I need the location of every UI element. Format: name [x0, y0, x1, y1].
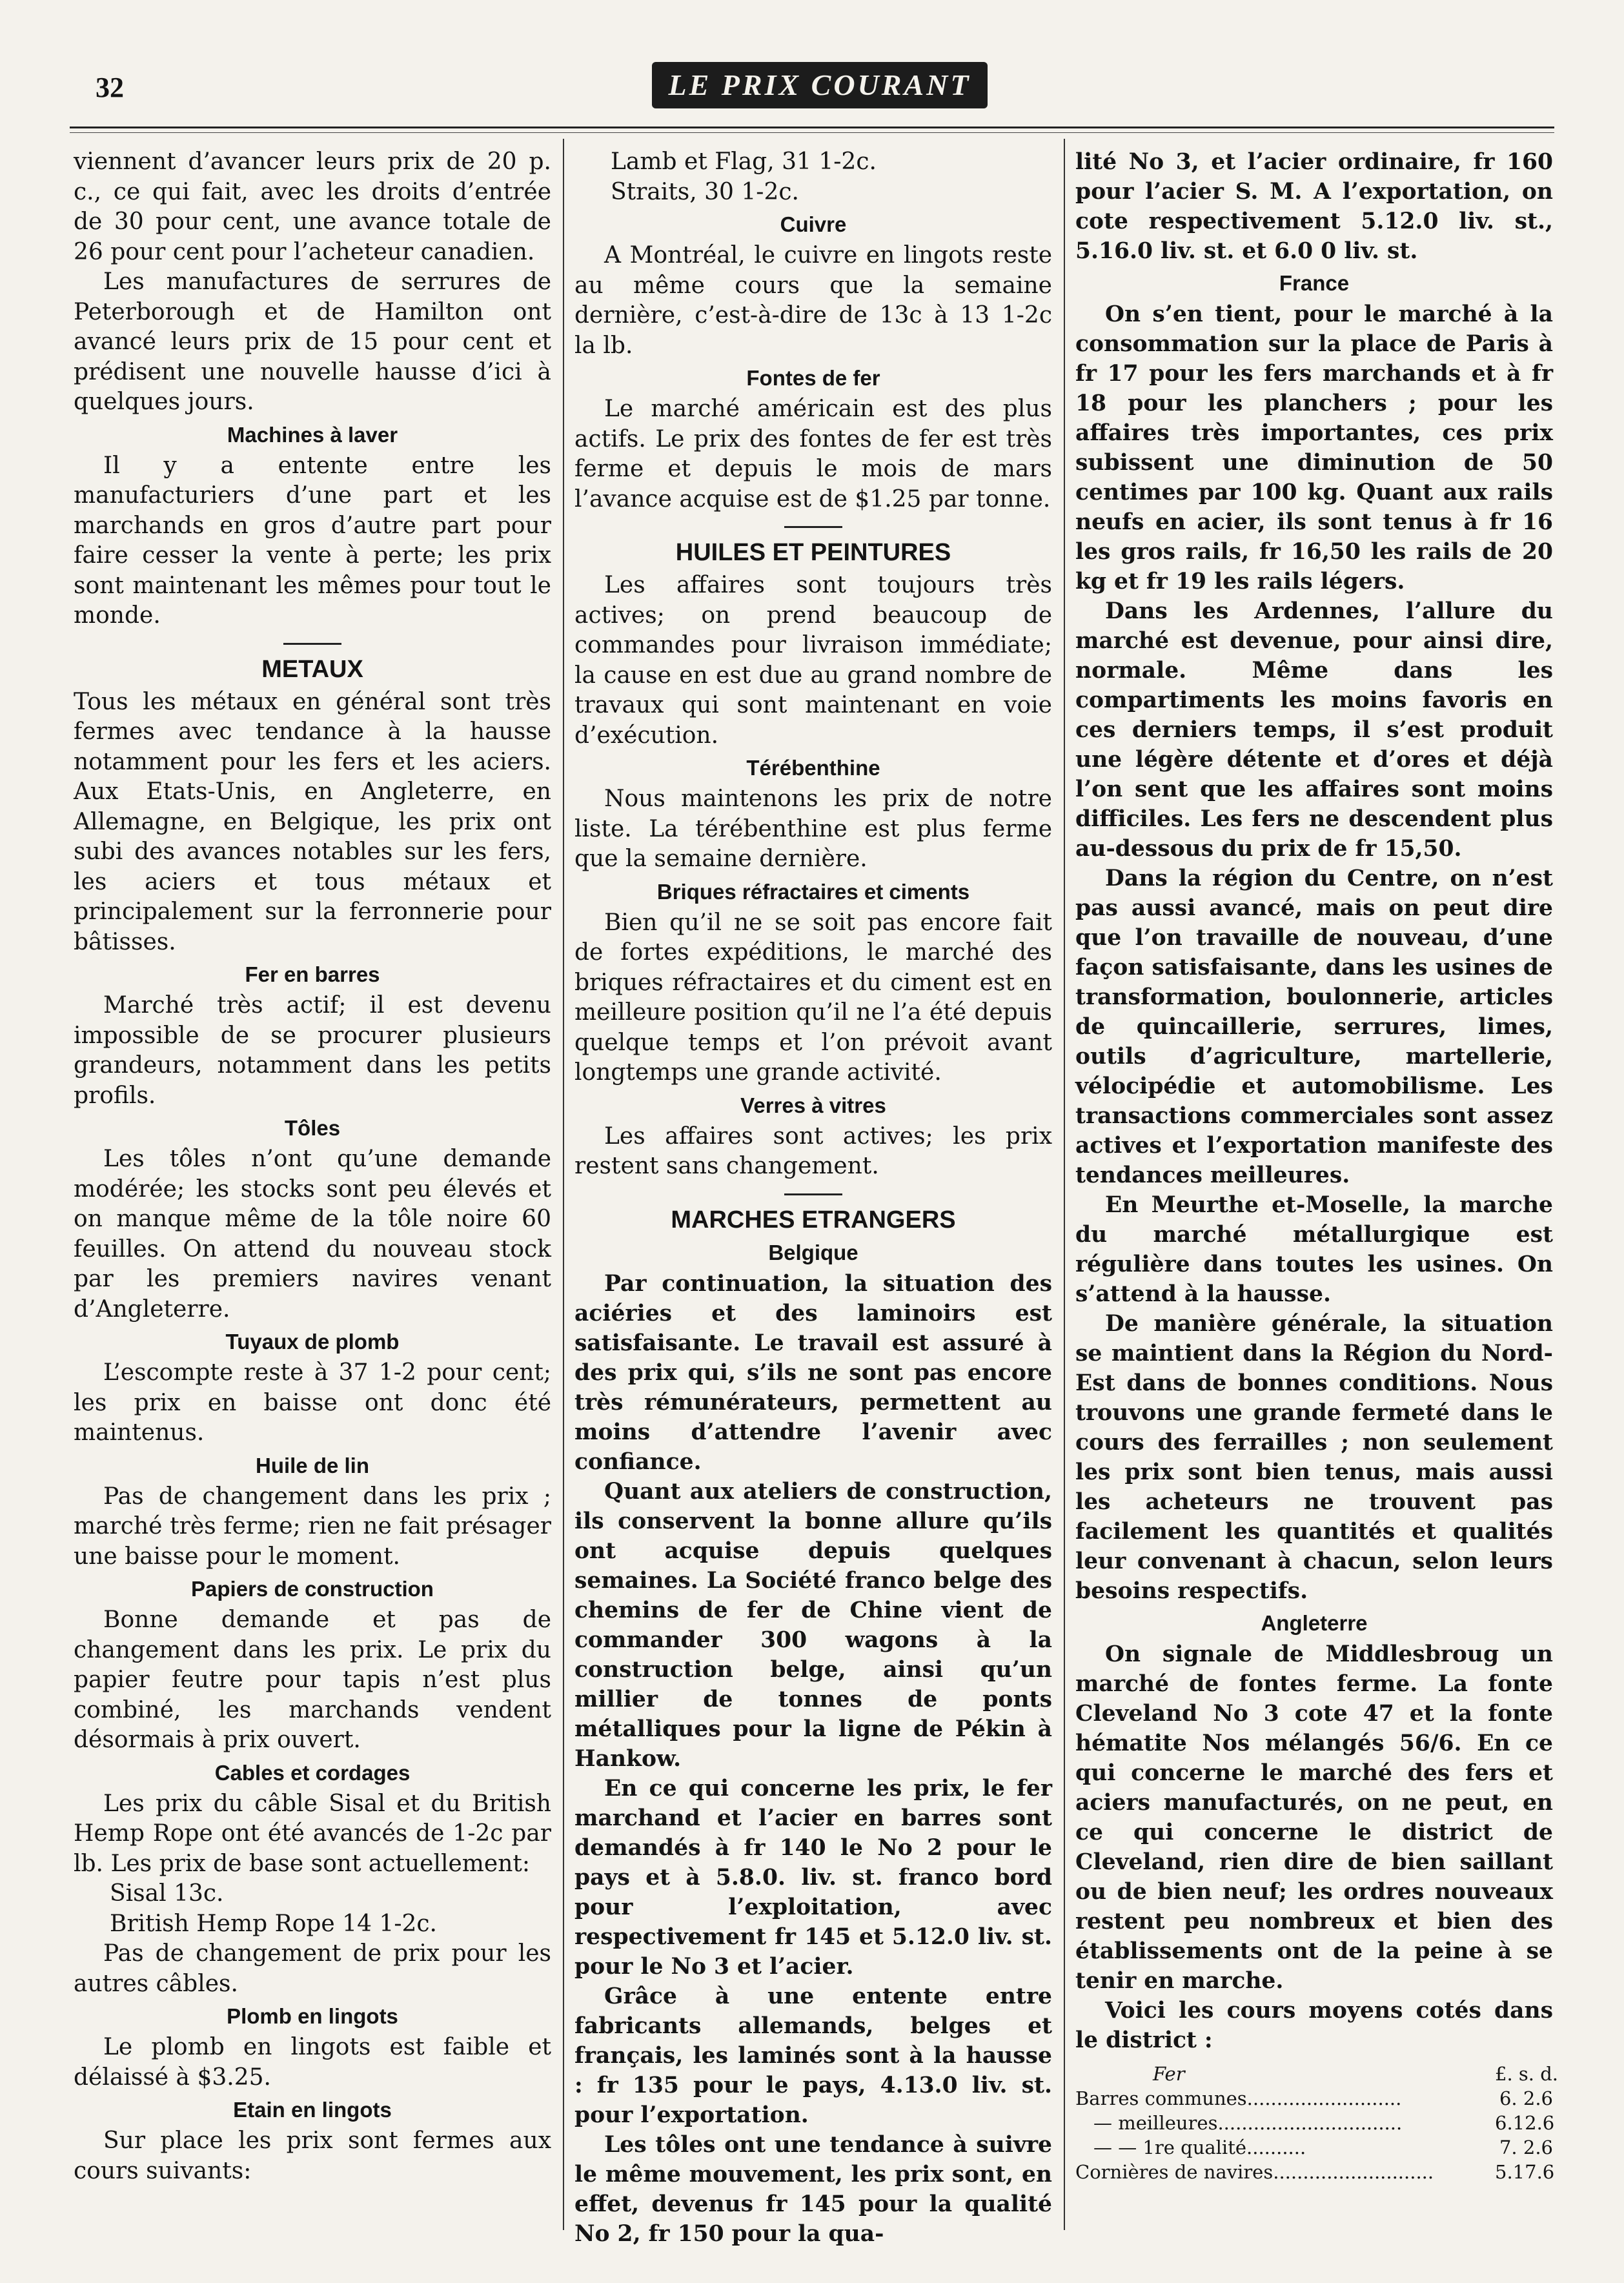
price-label: — — 1re qualité.......... [1093, 2136, 1306, 2158]
paragraph: Les affaires sont toujours très actives; on prend beaucoup de commandes pour livraison immédiate; la cause en est due au grand nombre de travaux qui sont maintenant en voie d’exécution. [574, 572, 1052, 749]
paragraph: Bonne demande et pas de changement dans les prix. Le prix du papier feutre pour tapis n’est plus combiné, les marchands vendent désormais à prix ouvert. [74, 1607, 551, 1753]
price-table-row [1075, 2160, 1553, 2184]
paragraph: Le marché américain est des plus actifs. Le prix des fontes de fer est très ferme et depuis le mois de mars l’avance acquise est de $1.25 par tonne. [574, 396, 1052, 512]
section-heading: Papiers de construction [191, 1577, 434, 1601]
paragraph: viennent d’avancer leurs prix de 20 p. c., ce qui fait, avec les droits d’entrée de 30 pour cent, une avance totale de 26 pour cent pour l’acheteur canadien. [74, 148, 551, 265]
paragraph: En ce qui concerne les prix, le fer marchand et l’acier en barres sont demandés à fr 140 le No 2 pour le pays et à 5.8.0. liv. st. franco bord pour l’exploitation, avec respectivement fr 145 et 5.12.0 liv. st. pour le No 3 et l’acier. [574, 1775, 1052, 1980]
divider [784, 526, 842, 528]
paragraph: De manière générale, la situation se maintient dans la Région du Nord-Est dans de bonnes conditions. Nous trouvons une grande fermeté dans le cours des ferrailles ; non seulement les prix sont bien tenus, mais aussi les acheteurs ne trouvent pas facilement les quantités et qualités leur convenant à chacun, selon leurs besoins respectifs. [1075, 1311, 1553, 1604]
paragraph: On s’en tient, pour le marché à la consommation sur la place de Paris à fr 17 pour les fers marchands et à fr 18 pour les planchers ; pour les affaires très importantes, ces prix subissent une diminution de 50 centimes par 100 kg. Quant aux rails neufs en acier, ils sont tenus à fr 16 les gros rails, fr 16,50 les rails de 20 kg et fr 19 les rails légers. [1075, 301, 1553, 594]
paragraph: Dans la région du Centre, on n’est pas aussi avancé, mais on peut dire que l’on travaille de nouveau, d’une façon satisfaisante, dans les usines de transformation, boulonnerie, articles de quincaillerie, serrures, limes, outils d’agriculture, martellerie, vélocipédie et automobilisme. Les transactions commerciales sont assez actives et l’exportation manifeste des tendances meilleures. [1075, 866, 1553, 1188]
price-label: Barres communes.......................... [1075, 2087, 1402, 2109]
divider [283, 643, 341, 645]
section-heading: Belgique [768, 1240, 858, 1264]
paragraph: Il y a entente entre les manufacturiers d’une part et les marchands en gros d’autre part pour faire cesser la vente à perte; les prix sont maintenant les mêmes pour tout le monde. [74, 452, 551, 629]
section-title: MARCHES ETRANGERS [671, 1206, 956, 1233]
price-item: British Hemp Rope 14 1-2c. [110, 1910, 437, 1937]
paragraph: Les tôles ont une tendance à suivre le même mouvement, les prix sont, en effet, devenus fr 145 pour la qualité No 2, fr 150 pour la qua- [574, 2131, 1052, 2247]
price-value: 6. 2.6 [1499, 2087, 1553, 2109]
paragraph: En Meurthe et-Moselle, la marche du marché métallurgique est régulière dans toutes les usines. On s’attend à la hausse. [1075, 1192, 1553, 1307]
section-heading: Machines à laver [227, 422, 398, 447]
column-separator-2 [1064, 139, 1065, 2230]
paragraph: Bien qu’il ne se soit pas encore fait de fortes expéditions, le marché des briques réfractaires et du ciment est en meilleure position qu’il ne l’a été depuis quelque temps et l’on prévoit avant longtemps une grande activité. [574, 909, 1052, 1086]
paragraph: Sur place les prix sont fermes aux cours suivants: [74, 2127, 551, 2184]
paragraph: Grâce à une entente entre fabricants allemands, belges et français, les laminés sont à la hausse : fr 135 pour le pays, 4.13.0 liv. st. pour l’exportation. [574, 1983, 1052, 2128]
section-heading: Tôles [284, 1116, 341, 1140]
paragraph: Voici les cours moyens cotés dans le district : [1075, 1998, 1553, 2053]
masthead-logo: LE PRIX COURANT [652, 62, 988, 108]
paragraph: Les manufactures de serrures de Peterborough et de Hamilton ont avancé leurs prix de 15 pour cent et prédisent une nouvelle hausse d’ici à quelques jours. [74, 269, 551, 415]
paragraph: Les tôles n’ont qu’une demande modérée; les stocks sont peu élevés et on manque même de la tôle noire 60 feuilles. On attend du nouveau stock par les premiers navires venant d’Angleterre. [74, 1146, 551, 1323]
price-table-row [1075, 2086, 1553, 2111]
paragraph: Le plomb en lingots est faible et délaissé à $3.25. [74, 2034, 551, 2091]
price-item: Lamb et Flag, 31 1-2c. [611, 148, 877, 175]
section-heading: Plomb en lingots [227, 2004, 398, 2028]
divider [784, 1193, 842, 1195]
paragraph: Quant aux ateliers de construction, ils conservent la bonne allure qu’ils ont acquise depuis quelques semaines. La Société franco belge des chemins de fer de Chine vient de commander 300 wagons à la construction belge, ainsi qu’un millier de tonnes de ponts métalliques pour la ligne de Pékin à Hankow. [574, 1478, 1052, 1772]
price-label: — meilleures............................... [1093, 2112, 1403, 2134]
section-title: METAUX [261, 655, 363, 683]
column-separator-1 [563, 139, 564, 2230]
page-number: 32 [96, 72, 124, 103]
section-heading: Angleterre [1261, 1611, 1368, 1635]
price-table-header [1075, 2062, 1558, 2086]
column-3 [1075, 147, 1558, 2184]
paragraph: lité No 3, et l’acier ordinaire, fr 160 pour l’acier S. M. A l’exportation, on cote respectivement 5.12.0 liv. st., 5.16.0 liv. st. et 6.0 0 liv. st. [1075, 149, 1553, 264]
paragraph: Pas de changement de prix pour les autres câbles. [74, 1940, 551, 1997]
paragraph: Nous maintenons les prix de notre liste. La térébenthine est plus ferme que la semaine dernière. [574, 786, 1052, 872]
price-value: 6.12.6 [1495, 2112, 1555, 2134]
price-table-category: Fer [1153, 2063, 1185, 2085]
paragraph: Les affaires sont actives; les prix restent sans changement. [574, 1122, 1052, 1179]
section-heading: Cables et cordages [214, 1760, 411, 1785]
price-item: Straits, 30 1-2c. [611, 178, 799, 205]
price-table-row [1075, 2135, 1553, 2160]
section-heading: Fer en barres [245, 962, 380, 986]
paragraph: Les prix du câble Sisal et du British Hemp Rope ont été avancés de 1-2c par lb. Les prix de base sont actuellement: [74, 1790, 551, 1877]
paragraph: Dans les Ardennes, l’allure du marché est devenue, pour ainsi dire, normale. Même dans les compartiments les moins favoris en ces derniers temps, il s’est produit une légère détente et d’ores et déjà l’on sent que les affaires sont moins difficiles. Les fers ne descendent plus au-dessous du prix de fr 15,50. [1075, 598, 1553, 862]
section-heading: Huile de lin [255, 1453, 370, 1477]
price-value: 7. 2.6 [1499, 2136, 1553, 2158]
price-table-unit: £. s. d. [1495, 2063, 1558, 2085]
section-heading: Verres à vitres [740, 1093, 886, 1117]
column-1 [74, 147, 551, 2186]
paragraph: L’escompte reste à 37 1-2 pour cent; les prix en baisse ont donc été maintenus. [74, 1359, 551, 1446]
paragraph: On signale de Middlesbroug un marché de fontes ferme. La fonte Cleveland No 3 cote 47 et la fonte hématite Nos mélangés 56/6. En ce qui concerne le marché des fers et aciers manufacturés, on ne peut, en ce qui concerne le district de Cleveland, rien dire de bien saillant ou de bien neuf; les ordres nouveaux restent peu nombreux et bien des établissements ont de la peine à se tenir en marche. [1075, 1641, 1553, 1994]
section-title: HUILES ET PEINTURES [675, 539, 951, 566]
column-2 [574, 147, 1052, 2249]
price-value: 5.17.6 [1495, 2161, 1555, 2183]
section-heading: Etain en lingots [233, 2098, 392, 2122]
price-label: Cornières de navires........................... [1075, 2161, 1434, 2183]
section-heading: Cuivre [780, 212, 847, 236]
header-rule-thin [70, 132, 1554, 133]
header-rule [70, 127, 1554, 128]
paragraph: Marché très actif; il est devenu impossible de se procurer plusieurs grandeurs, notamment dans les petits profils. [74, 992, 551, 1109]
paragraph: Pas de changement dans les prix ; marché très ferme; rien ne fait présager une baisse pour le moment. [74, 1483, 551, 1570]
price-table [1075, 2062, 1558, 2184]
paragraph: Tous les métaux en général sont très fermes avec tendance à la hausse notamment pour les fers et les aciers. Aux Etats-Unis, en Angleterre, en Allemagne, en Belgique, les prix ont subi des avances notables sur les fers, les aciers et tous métaux et principalement sur la ferronnerie pour bâtisses. [74, 688, 551, 955]
section-heading: Térébenthine [746, 756, 880, 780]
section-heading: France [1279, 271, 1350, 295]
paragraph: A Montréal, le cuivre en lingots reste au même cours que la semaine dernière, c’est-à-dire de 13c à 13 1-2c la lb. [574, 242, 1052, 359]
section-heading: Tuyaux de plomb [225, 1330, 400, 1354]
price-table-row [1075, 2111, 1553, 2135]
section-heading: Fontes de fer [746, 366, 880, 390]
paragraph: Par continuation, la situation des aciéries et des laminoirs est satisfaisante. Le travail est assuré à des prix qui, s’ils ne sont pas encore très rémunérateurs, permettent au moins d’attendre l’avenir avec confiance. [574, 1270, 1052, 1475]
section-heading: Briques réfractaires et ciments [656, 879, 970, 904]
price-item: Sisal 13c. [110, 1880, 224, 1907]
